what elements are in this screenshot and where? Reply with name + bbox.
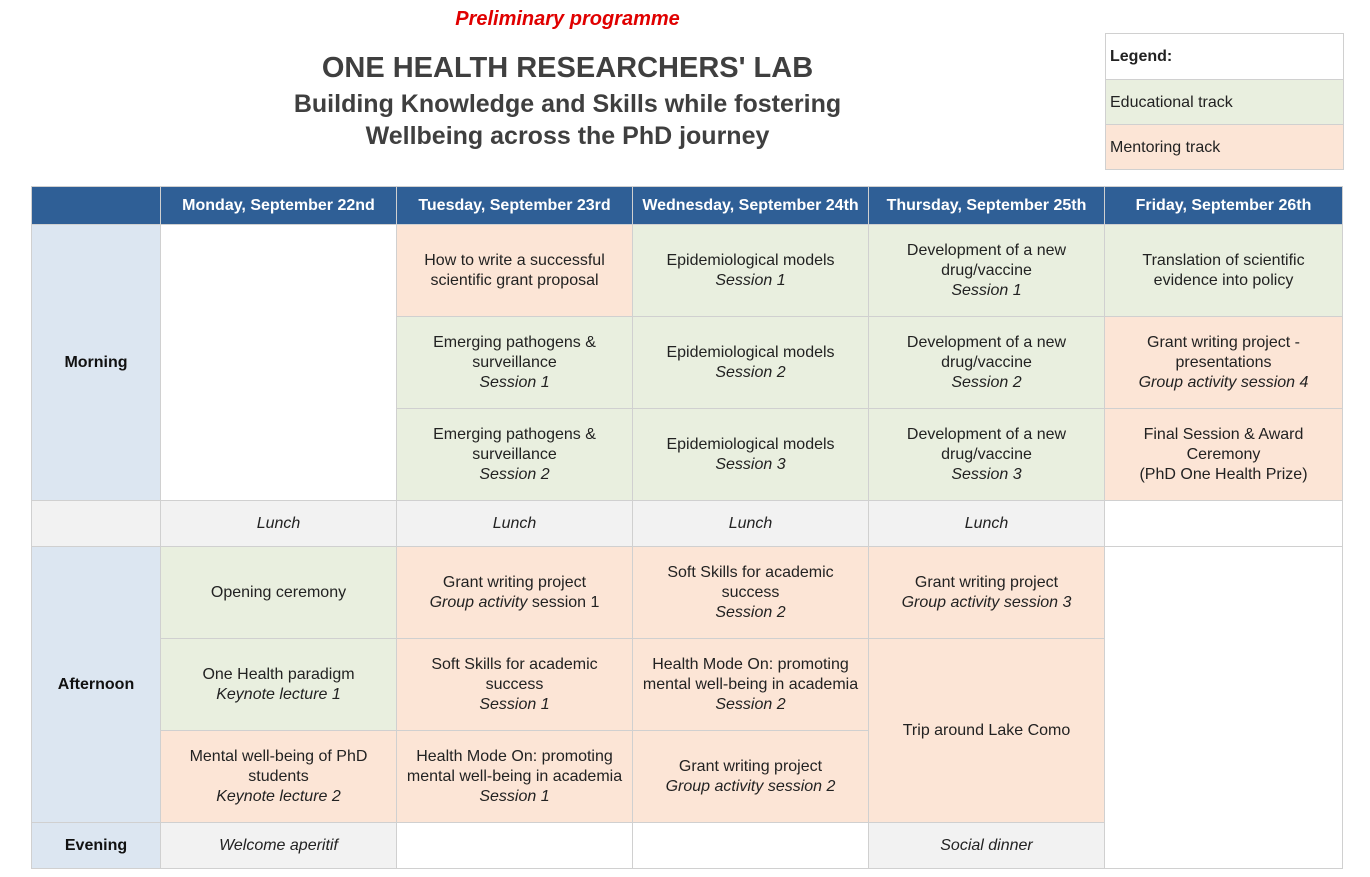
session-subtitle: Session 3 bbox=[715, 455, 786, 473]
lunch-monday: Lunch bbox=[161, 501, 397, 547]
session-title: Mental well-being of PhD students bbox=[189, 747, 368, 785]
session-subtitle: Session 2 bbox=[479, 465, 550, 483]
session-subtitle: Group activity session 2 bbox=[665, 777, 836, 795]
session-wed-a2 bbox=[633, 639, 869, 731]
session-title: Trip around Lake Como bbox=[902, 721, 1071, 739]
session-title: Development of a new drug/vaccine bbox=[906, 241, 1067, 279]
session-subtitle: Session 2 bbox=[715, 363, 786, 381]
session-subtitle: Session 1 bbox=[479, 787, 550, 805]
session-subtitle: Group activity session 4 bbox=[1138, 373, 1309, 391]
session-title: Development of a new drug/vaccine bbox=[906, 333, 1067, 371]
session-subtitle: Session 1 bbox=[479, 373, 550, 391]
session-title: One Health paradigm bbox=[202, 665, 355, 683]
program-subtitle-line1: Building Knowledge and Skills while fostering bbox=[293, 90, 842, 118]
session-subtitle: Session 1 bbox=[951, 281, 1022, 299]
session-title: Grant writing project bbox=[914, 573, 1059, 591]
session-wed-a1 bbox=[633, 547, 869, 639]
preliminary-label: Preliminary programme bbox=[455, 8, 680, 30]
session-title: Health Mode On: promoting mental well-being in academia bbox=[642, 655, 859, 693]
session-title: Health Mode On: promoting mental well-being in academia bbox=[406, 747, 623, 785]
session-title: Epidemiological models bbox=[666, 435, 835, 453]
session-subtitle: Session 1 bbox=[479, 695, 550, 713]
session-wed-m2 bbox=[633, 317, 869, 409]
period-morning: Morning bbox=[32, 225, 161, 501]
session-mon-a1 bbox=[161, 547, 397, 639]
session-subtitle: Session 2 bbox=[715, 603, 786, 621]
session-title: Grant writing project - presentations bbox=[1147, 333, 1300, 371]
session-tue-m1 bbox=[397, 225, 633, 317]
period-lunch-blank bbox=[32, 501, 161, 547]
evening-thursday: Social dinner bbox=[869, 823, 1105, 869]
day-header-monday: Monday, September 22nd bbox=[161, 187, 397, 225]
lunch-row bbox=[32, 501, 1343, 547]
session-title: Translation of scientific evidence into policy bbox=[1142, 251, 1305, 289]
schedule-table bbox=[31, 186, 1343, 869]
period-evening: Evening bbox=[32, 823, 161, 869]
evening-tuesday-empty bbox=[397, 823, 633, 869]
session-subtitle: Session 2 bbox=[951, 373, 1022, 391]
session-subtitle: Session 3 bbox=[951, 465, 1022, 483]
evening-wednesday-empty bbox=[633, 823, 869, 869]
program-title: ONE HEALTH RESEARCHERS' LAB bbox=[321, 52, 814, 84]
session-thu-m2 bbox=[869, 317, 1105, 409]
morning-row-1 bbox=[32, 225, 1343, 317]
monday-morning-empty bbox=[161, 225, 397, 501]
session-tue-a2 bbox=[397, 639, 633, 731]
session-title: Opening ceremony bbox=[210, 583, 347, 601]
legend-mentoring-track: Mentoring track bbox=[1106, 124, 1343, 169]
session-title: Soft Skills for academic success bbox=[667, 563, 834, 601]
session-thu-m3 bbox=[869, 409, 1105, 501]
lunch-wednesday: Lunch bbox=[633, 501, 869, 547]
session-thu-a2 bbox=[869, 639, 1105, 823]
day-header-thursday: Thursday, September 25th bbox=[869, 187, 1105, 225]
lunch-friday-empty bbox=[1105, 501, 1343, 547]
session-tue-m2 bbox=[397, 317, 633, 409]
session-title: Grant writing project bbox=[442, 573, 587, 591]
session-tue-a3 bbox=[397, 731, 633, 823]
day-header-friday: Friday, September 26th bbox=[1105, 187, 1343, 225]
session-title: How to write a successful scientific grant proposal bbox=[424, 251, 605, 289]
header-corner bbox=[32, 187, 161, 225]
session-wed-m3 bbox=[633, 409, 869, 501]
session-subtitle: Group activity bbox=[429, 593, 528, 611]
session-subtitle: Session 1 bbox=[715, 271, 786, 289]
session-subtitle: Session 2 bbox=[715, 695, 786, 713]
legend-educational-track: Educational track bbox=[1106, 79, 1343, 124]
legend bbox=[1105, 33, 1344, 170]
session-mon-a3 bbox=[161, 731, 397, 823]
session-wed-m1 bbox=[633, 225, 869, 317]
session-fri-m1 bbox=[1105, 225, 1343, 317]
lunch-thursday: Lunch bbox=[869, 501, 1105, 547]
session-title: Epidemiological models bbox=[666, 343, 835, 361]
session-title: Soft Skills for academic success bbox=[431, 655, 598, 693]
friday-afternoon-empty bbox=[1105, 547, 1343, 869]
session-title: Emerging pathogens & surveillance bbox=[433, 425, 596, 463]
afternoon-row-1 bbox=[32, 547, 1343, 639]
program-subtitle-line2: Wellbeing across the PhD journey bbox=[365, 122, 770, 150]
session-wed-a3 bbox=[633, 731, 869, 823]
session-tue-a1 bbox=[397, 547, 633, 639]
day-header-wednesday: Wednesday, September 24th bbox=[633, 187, 869, 225]
session-tue-m3 bbox=[397, 409, 633, 501]
lunch-tuesday: Lunch bbox=[397, 501, 633, 547]
legend-title: Legend: bbox=[1106, 34, 1343, 79]
day-header-tuesday: Tuesday, September 23rd bbox=[397, 187, 633, 225]
schedule-header-row bbox=[32, 187, 1343, 225]
session-subtitle: Group activity session 3 bbox=[901, 593, 1072, 611]
session-title: Development of a new drug/vaccine bbox=[906, 425, 1067, 463]
evening-monday: Welcome aperitif bbox=[161, 823, 397, 869]
session-title: Epidemiological models bbox=[666, 251, 835, 269]
session-subtitle: Keynote lecture 1 bbox=[216, 685, 341, 703]
session-thu-a1 bbox=[869, 547, 1105, 639]
session-thu-m1 bbox=[869, 225, 1105, 317]
session-mon-a2 bbox=[161, 639, 397, 731]
session-fri-m3 bbox=[1105, 409, 1343, 501]
session-title: Final Session & Award Ceremony bbox=[1143, 425, 1304, 463]
session-extra: (PhD One Health Prize) bbox=[1139, 465, 1308, 483]
session-subtitle-tail: session 1 bbox=[527, 593, 600, 611]
session-fri-m2 bbox=[1105, 317, 1343, 409]
period-afternoon: Afternoon bbox=[32, 547, 161, 823]
session-subtitle: Keynote lecture 2 bbox=[216, 787, 341, 805]
session-title: Grant writing project bbox=[678, 757, 823, 775]
session-title: Emerging pathogens & surveillance bbox=[433, 333, 596, 371]
